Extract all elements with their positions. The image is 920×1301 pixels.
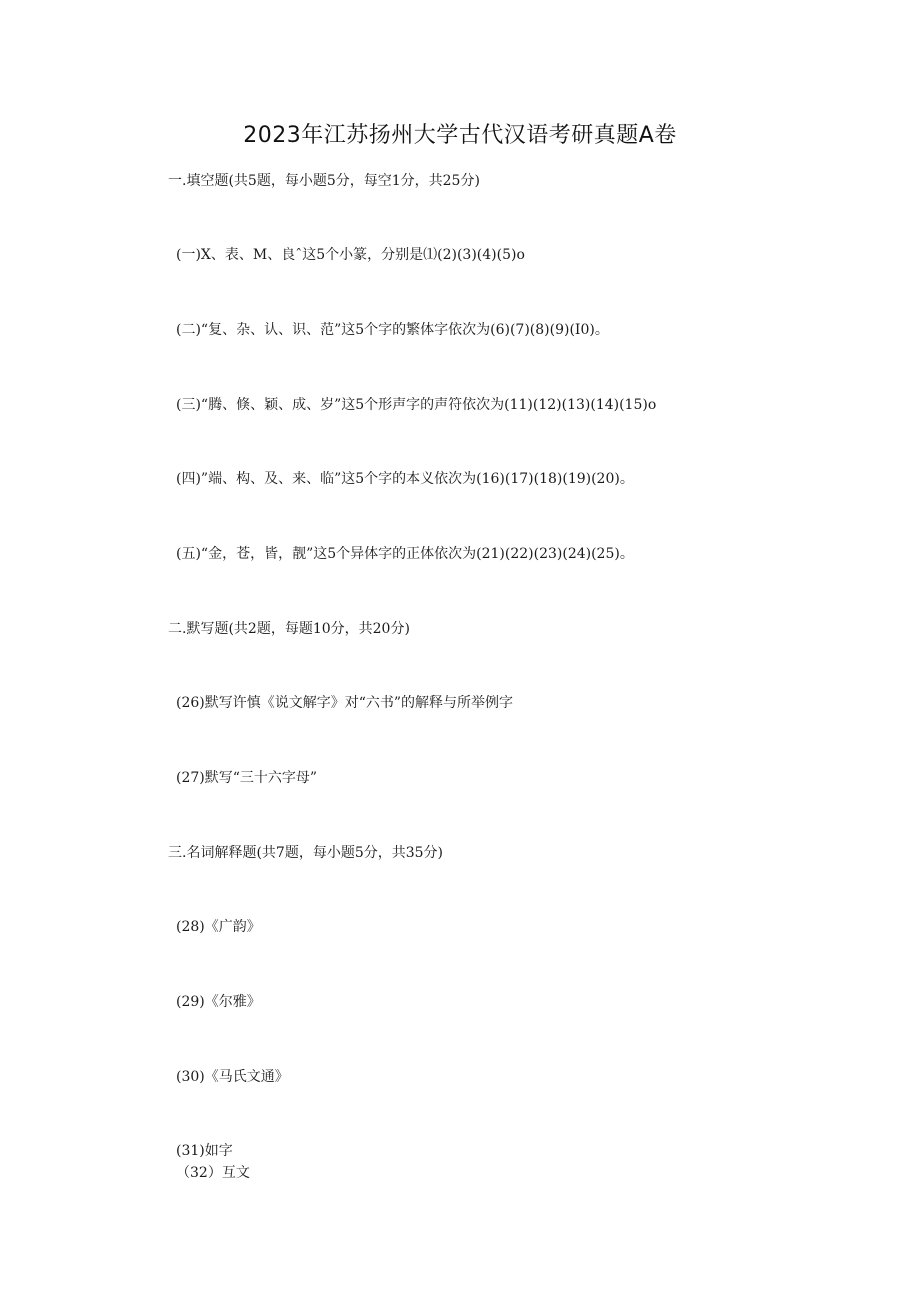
question-item-26: (26)默写许慎《说文解字》对“六书”的解释与所举例字 bbox=[176, 695, 514, 711]
document-title: 2023年江苏扬州大学古代汉语考研真题A卷 bbox=[243, 123, 677, 148]
question-item-32: （32）互文 bbox=[176, 1165, 250, 1181]
question-item-28: (28)《广韵》 bbox=[176, 919, 261, 935]
question-item-2: (二)“复、杂、认、识、范”这5个字的繁体字依次为(6)(7)(8)(9)(I0)。 bbox=[176, 322, 609, 338]
question-item-4: (四)”端、构、及、来、临”这5个字的本义依次为(16)(17)(18)(19)(20)。 bbox=[176, 471, 634, 487]
question-item-29: (29)《尔雅》 bbox=[176, 994, 261, 1010]
question-item-27: (27)默写“三十六字母” bbox=[176, 770, 318, 786]
question-item-30: (30)《马氏文通》 bbox=[176, 1069, 289, 1085]
question-item-1: (一)X、表、M、良ˆ这5个小篆，分别是⑴(2)(3)(4)(5)o bbox=[176, 247, 525, 263]
question-item-5: (五)“金，苍，皆，靓”这5个异体字的正体依次为(21)(22)(23)(24)(25)。 bbox=[176, 546, 634, 562]
section-3-heading: 三.名词解释题(共7题，每小题5分，共35分) bbox=[168, 845, 444, 861]
question-item-31: (31)如字 bbox=[176, 1143, 233, 1159]
section-1-heading: 一.填空题(共5题，每小题5分，每空1分，共25分) bbox=[168, 173, 480, 189]
question-item-3: (三)“腾、倏、颖、成、岁”这5个形声字的声符依次为(11)(12)(13)(14)(15)o bbox=[176, 397, 657, 413]
section-2-heading: 二.默写题(共2题，每题10分，共20分) bbox=[168, 621, 410, 637]
